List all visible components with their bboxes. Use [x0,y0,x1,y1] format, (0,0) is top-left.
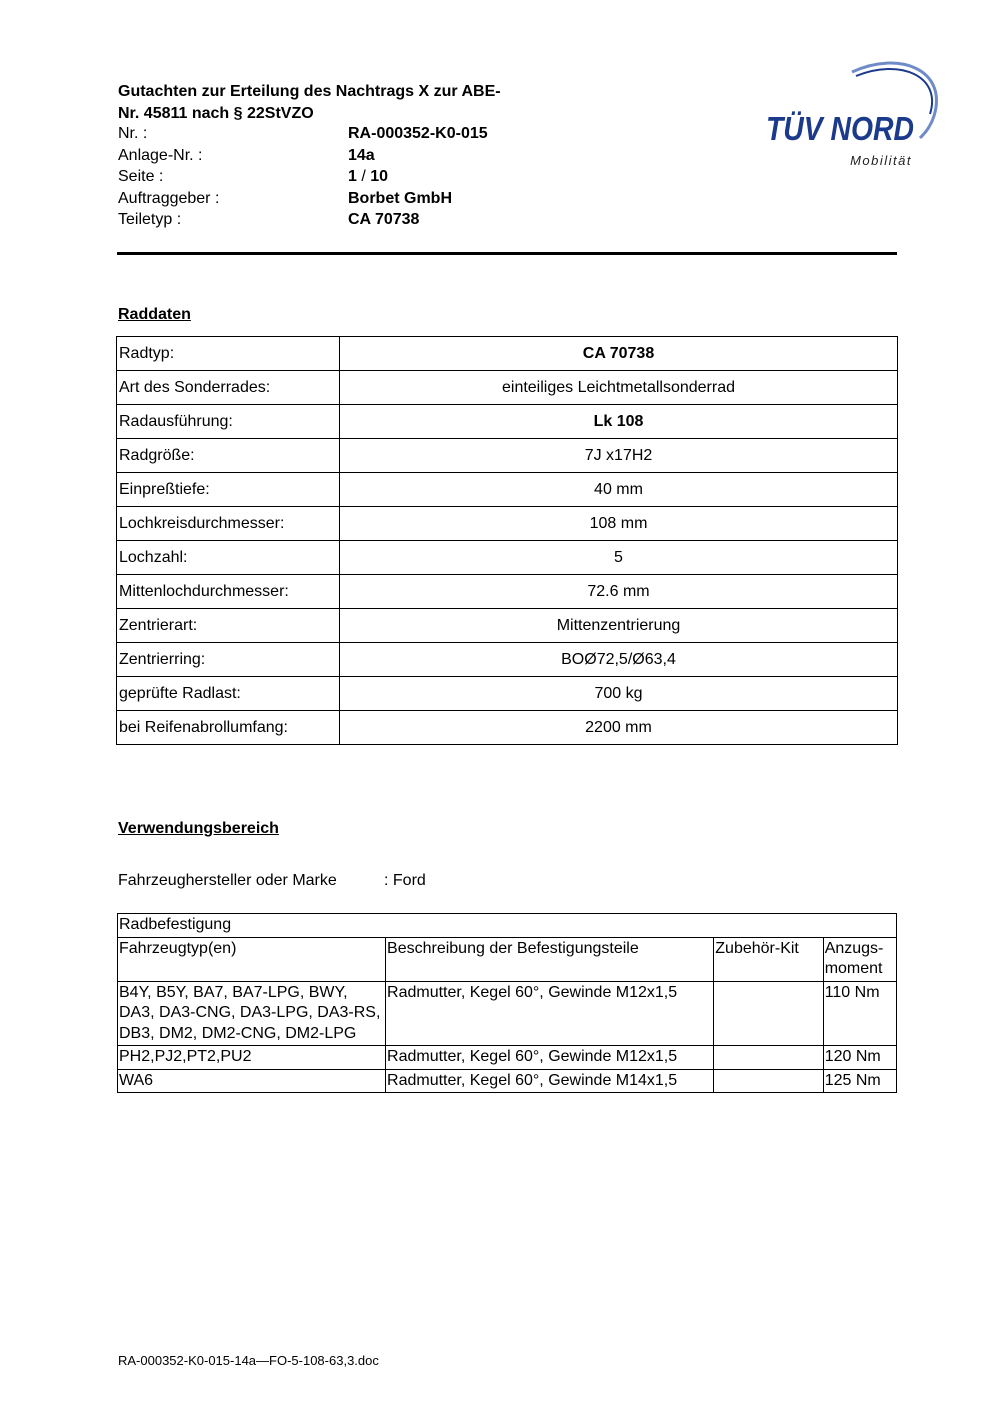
row-label: geprüfte Radlast: [117,677,340,711]
title-line-2: Nr. 45811 nach § 22StVZO [118,104,314,122]
raddaten-table [116,336,898,745]
tuv-nord-logo [760,56,942,172]
title-line-1: Gutachten zur Erteilung des Nachtrags X zur ABE- [118,83,501,100]
field-label: Seite : [118,168,164,185]
row-label: Zentrierring: [117,643,340,677]
field-teiletyp [118,209,488,231]
marke-value: : Ford [384,872,426,889]
col-header: Fahrzeugtyp(en) [118,937,386,981]
cell-beschreibung: Radmutter, Kegel 60°, Gewinde M12x1,5 [386,981,714,1046]
table-row [117,405,898,439]
row-label: Radgröße: [117,439,340,473]
radbefestigung-table [117,913,897,1093]
field-label: Nr. : [118,125,148,142]
row-value: 108 mm [340,507,898,541]
row-label: Lochzahl: [117,541,340,575]
cell-anzugsmoment: 120 Nm [823,1046,896,1070]
field-seite [118,166,488,188]
header-fields [118,123,488,231]
row-label: Mittenlochdurchmesser: [117,575,340,609]
table-row [117,337,898,371]
table-header-row [118,937,897,981]
table-row [117,677,898,711]
cell-fahrzeugtyp: B4Y, B5Y, BA7, BA7-LPG, BWY, DA3, DA3-CNG, DA3-LPG, DA3-RS, DB3, DM2, DM2-CNG, DM2-LPG [118,981,386,1046]
table-row [117,643,898,677]
row-value: Lk 108 [340,405,898,439]
row-label: Zentrierart: [117,609,340,643]
page-total: 10 [370,168,389,185]
row-value: CA 70738 [340,337,898,371]
row-label: Radausführung: [117,405,340,439]
field-value: CA 70738 [348,211,420,228]
field-auftraggeber [118,188,488,210]
page-number: 1 [348,168,357,185]
row-value: 5 [340,541,898,575]
footer-filename: RA-000352-K0-015-14a—FO-5-108-63,3.doc [118,1353,379,1368]
table-row [118,981,897,1046]
field-value: Borbet GmbH [348,189,452,207]
row-label: Radtyp: [117,337,340,371]
cell-zubehoer-kit [714,1069,823,1093]
row-label: Einpreßtiefe: [117,473,340,507]
field-anlage [118,145,488,167]
table-row [117,609,898,643]
raddaten-heading: Raddaten [118,306,191,323]
table-row [117,371,898,405]
cell-beschreibung: Radmutter, Kegel 60°, Gewinde M14x1,5 [386,1069,714,1093]
field-label: Auftraggeber : [118,189,220,207]
table-row [117,541,898,575]
row-label: bei Reifenabrollumfang: [117,711,340,745]
logo-brand: TÜV NORD [766,110,914,147]
cell-fahrzeugtyp: WA6 [118,1069,386,1093]
logo-subtitle: Mobilität [850,153,912,168]
row-value: 72.6 mm [340,575,898,609]
table-row [118,1069,897,1093]
table-row [117,473,898,507]
field-nr [118,123,488,145]
field-label: Teiletyp : [118,211,182,228]
cell-beschreibung: Radmutter, Kegel 60°, Gewinde M12x1,5 [386,1046,714,1070]
row-value: 2200 mm [340,711,898,745]
table-row [118,1046,897,1070]
header-divider [117,252,897,255]
table-row [117,711,898,745]
row-value: 700 kg [340,677,898,711]
row-value: 7J x17H2 [340,439,898,473]
row-label: Lochkreisdurchmesser: [117,507,340,541]
cell-anzugsmoment: 125 Nm [823,1069,896,1093]
row-value: Mittenzentrierung [340,609,898,643]
table-row [117,575,898,609]
cell-zubehoer-kit [714,981,823,1046]
col-header: Zubehör-Kit [714,937,823,981]
row-value: einteiliges Leichtmetallsonderrad [340,371,898,405]
cell-anzugsmoment: 110 Nm [823,981,896,1046]
row-value: BOØ72,5/Ø63,4 [340,643,898,677]
verwendungsbereich-heading: Verwendungsbereich [118,820,279,837]
col-header: Anzugs-moment [823,937,896,981]
cell-fahrzeugtyp: PH2,PJ2,PT2,PU2 [118,1046,386,1070]
field-value: RA-000352-K0-015 [348,125,488,142]
field-value: 14a [348,146,375,164]
page-separator: / [356,168,371,185]
table-row [117,439,898,473]
col-header: Beschreibung der Befestigungsteile [386,937,714,981]
row-label: Art des Sonderrades: [117,371,340,405]
row-value: 40 mm [340,473,898,507]
fahrzeughersteller-line [118,872,426,890]
field-label: Anlage-Nr. : [118,146,203,164]
table-row [117,507,898,541]
table-title-row [118,914,897,938]
table-title: Radbefestigung [118,914,897,938]
marke-label: Fahrzeughersteller oder Marke [118,872,337,889]
cell-zubehoer-kit [714,1046,823,1070]
field-value [348,166,388,188]
document-title [118,81,501,124]
